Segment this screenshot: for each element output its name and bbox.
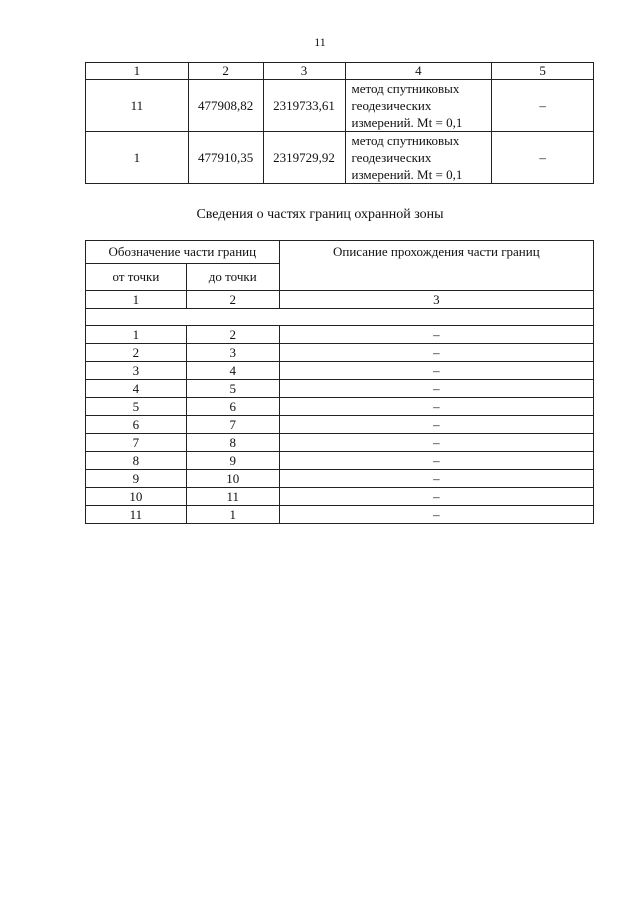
method-line: измерений. Mt = 0,1 [351,167,463,182]
from-point: 9 [86,470,187,488]
from-point: 4 [86,380,187,398]
parts-header-row [86,241,594,264]
table-row [86,380,594,398]
from-point: 5 [86,398,187,416]
page-number: 11 [314,35,326,49]
description: – [279,416,593,434]
method-cell [345,80,492,132]
from-point: 8 [86,452,187,470]
column-number: 3 [279,291,593,309]
table-row [86,506,594,524]
description: – [279,398,593,416]
coordinates-header-row [86,63,594,80]
to-point: 11 [186,488,279,506]
header-designation: Обозначение части границ [86,241,280,264]
description: – [279,506,593,524]
table-row [86,80,594,132]
to-point: 10 [186,470,279,488]
method-line: геодезических [351,150,432,165]
table-row [86,452,594,470]
column-number: 5 [492,63,594,80]
table-row [86,132,594,184]
description: – [279,434,593,452]
table-row [86,326,594,344]
description: – [279,452,593,470]
column-5-value: – [492,132,594,184]
column-number: 1 [86,291,187,309]
point-name: 1 [86,132,189,184]
coordinate-y: 2319733,61 [263,80,345,132]
empty-cell [86,309,594,326]
to-point: 7 [186,416,279,434]
method-line: метод спутниковых [351,81,460,96]
from-point: 3 [86,362,187,380]
description: – [279,470,593,488]
description: – [279,344,593,362]
header-from-point: от точки [86,264,187,291]
coordinate-x: 477910,35 [188,132,263,184]
to-point: 3 [186,344,279,362]
from-point: 11 [86,506,187,524]
table-row [86,398,594,416]
to-point: 9 [186,452,279,470]
column-5-value: – [492,80,594,132]
description: – [279,362,593,380]
parts-body [86,326,594,524]
table-row [86,416,594,434]
column-number: 2 [188,63,263,80]
method-cell [345,132,492,184]
description: – [279,326,593,344]
method-line: геодезических [351,98,432,113]
from-point: 1 [86,326,187,344]
to-point: 5 [186,380,279,398]
table-row [86,362,594,380]
column-number: 3 [263,63,345,80]
description: – [279,488,593,506]
from-point: 10 [86,488,187,506]
parts-number-row [86,291,594,309]
to-point: 2 [186,326,279,344]
description: – [279,380,593,398]
column-number: 1 [86,63,189,80]
table-row [86,470,594,488]
boundary-parts-table [85,240,594,524]
to-point: 4 [186,362,279,380]
to-point: 1 [186,506,279,524]
method-line: измерений. Mt = 0,1 [351,115,463,130]
method-line: метод спутниковых [351,133,460,148]
table-row [86,434,594,452]
column-number: 4 [345,63,492,80]
empty-row [86,309,594,326]
point-name: 11 [86,80,189,132]
from-point: 2 [86,344,187,362]
header-description: Описание прохождения части границ [279,241,593,291]
to-point: 8 [186,434,279,452]
coordinate-y: 2319729,92 [263,132,345,184]
from-point: 6 [86,416,187,434]
column-number: 2 [186,291,279,309]
section-title: Сведения о частях границ охранной зоны [196,207,444,222]
to-point: 6 [186,398,279,416]
from-point: 7 [86,434,187,452]
header-to-point: до точки [186,264,279,291]
table-row [86,344,594,362]
table-row [86,488,594,506]
coordinate-x: 477908,82 [188,80,263,132]
coordinates-table [85,62,594,184]
